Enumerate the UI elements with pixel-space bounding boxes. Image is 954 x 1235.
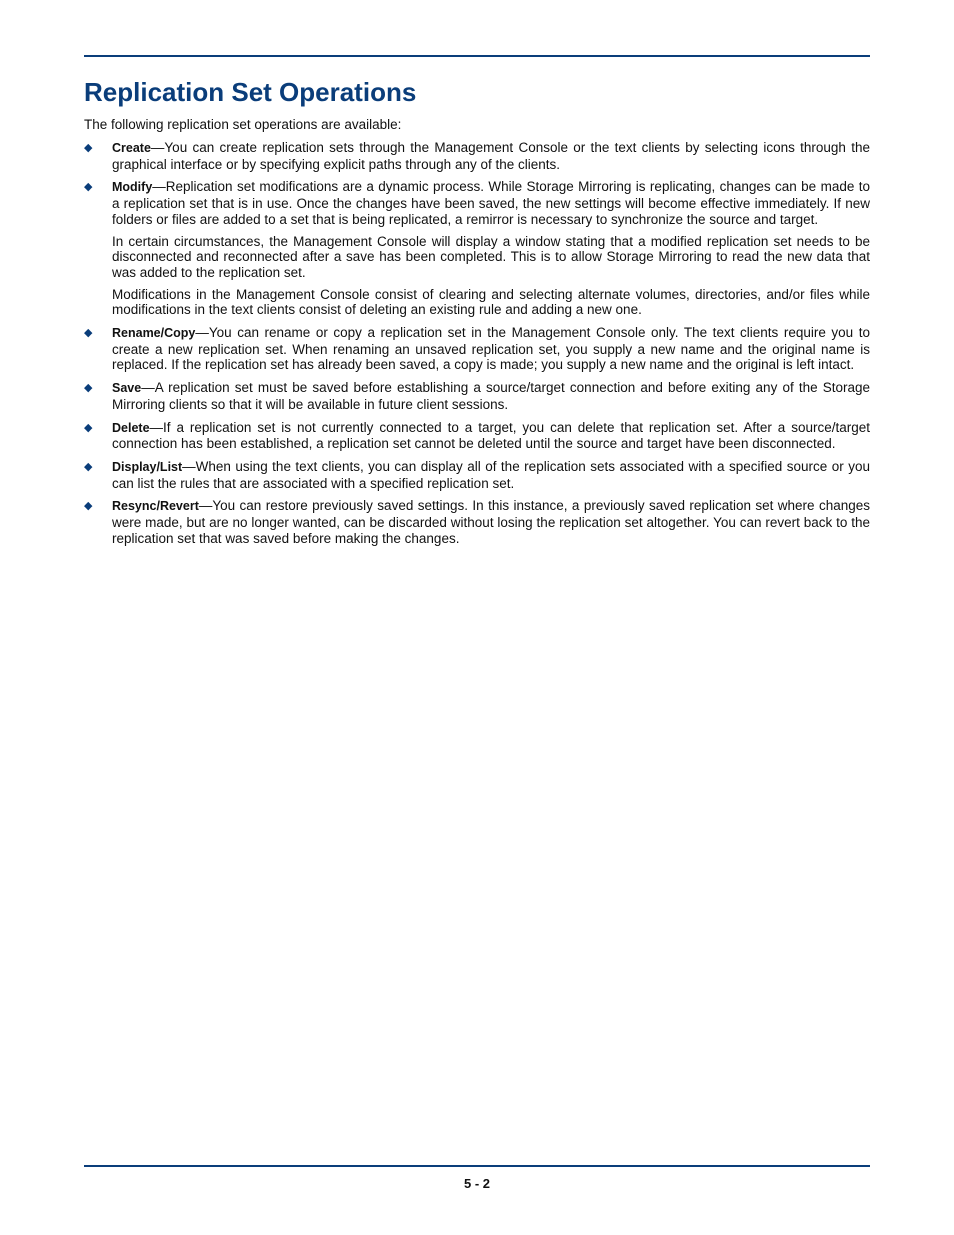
operation-text: In certain circumstances, the Management Console will display a window stating that a modified replication set needs to be disconnected and reconnected after a save has been completed. This is to allow Storage Mirroring to read the new data that was added to the replication set. [112,233,870,280]
operation-text: —When using the text clients, you can display all of the replication sets associated with a specified source or you can list the rules that are associated with a specified replication set. [112,458,870,491]
operation-term: Rename/Copy [112,326,196,341]
operation-description [112,179,870,227]
operation-description [112,380,870,412]
operation-text: —You can create replication sets through the Management Console or the text clients by selecting icons through the graphical interface or by specifying explicit paths through any of the clients. [112,140,870,172]
page-title: Replication Set Operations [84,77,417,107]
operation-description [112,498,870,546]
operation-item [84,420,870,452]
intro-text: The following replication set operations are available: [84,117,402,132]
operation-term: Save [112,381,142,396]
operation-term: Display/List [112,459,183,474]
operation-detail-paragraph [112,287,870,318]
operation-item [84,498,870,546]
header-rule [84,55,870,57]
operation-text: —If a replication set is not currently connected to a target, you can delete that replication set. After a source/target connection has been established, a replication set cannot be deleted until the source and target have been disconnected. [112,419,870,452]
operation-term: Delete [112,420,150,435]
operations-list [84,140,870,553]
diamond-bullet-icon: ◆ [84,500,93,513]
operation-text: —You can rename or copy a replication set in the Management Console only. The text clients require you to create a new replication set. When renaming an unsaved replication set, you supply a new name and the original name is replaced. If the replication set has already been saved, a copy is made; you supply a new name and the original is left intact. [112,325,870,373]
operation-text: —Replication set modifications are a dynamic process. While Storage Mirroring is replicating, changes can be made to a replication set that is in use. Once the changes have been saved, the new settings will become effective immediately. If new folders or files are added to a set that is being replicated, a remirror is necessary to synchronize the source and target. [112,179,870,227]
operation-item [84,380,870,412]
operation-text: —A replication set must be saved before establishing a source/target connection and before exiting any of the Storage Mirroring clients so that it will be available in future client sessions. [112,380,870,412]
operation-term: Resync/Revert [112,499,199,514]
diamond-bullet-icon: ◆ [84,181,93,194]
diamond-bullet-icon: ◆ [84,327,93,340]
operation-item [84,325,870,373]
operation-text: —You can restore previously saved settings. In this instance, a previously saved replication set where changes were made, but are no longer wanted, can be discarded without losing the replication set altogether. You can revert back to the replication set that was saved before making the changes. [112,498,870,546]
footer-rule [84,1165,870,1167]
diamond-bullet-icon: ◆ [84,142,93,154]
operation-item [84,179,870,318]
page-number: 5 - 2 [463,1176,490,1191]
operation-item [84,140,870,172]
diamond-bullet-icon: ◆ [84,460,93,473]
operation-detail-paragraph [112,234,870,281]
operation-description [112,420,870,452]
diamond-bullet-icon: ◆ [84,421,93,434]
operation-text: Modifications in the Management Console consist of clearing and selecting alternate volumes, directories, and/or files while modifications in the text clients consist of deleting an existing rule and adding a new one. [112,286,870,318]
operation-description [112,459,870,491]
operation-term: Create [112,141,151,155]
operation-term: Modify [112,180,153,195]
diamond-bullet-icon: ◆ [84,382,93,395]
operation-item [84,459,870,491]
operation-description [112,140,870,172]
operation-description [112,325,870,373]
